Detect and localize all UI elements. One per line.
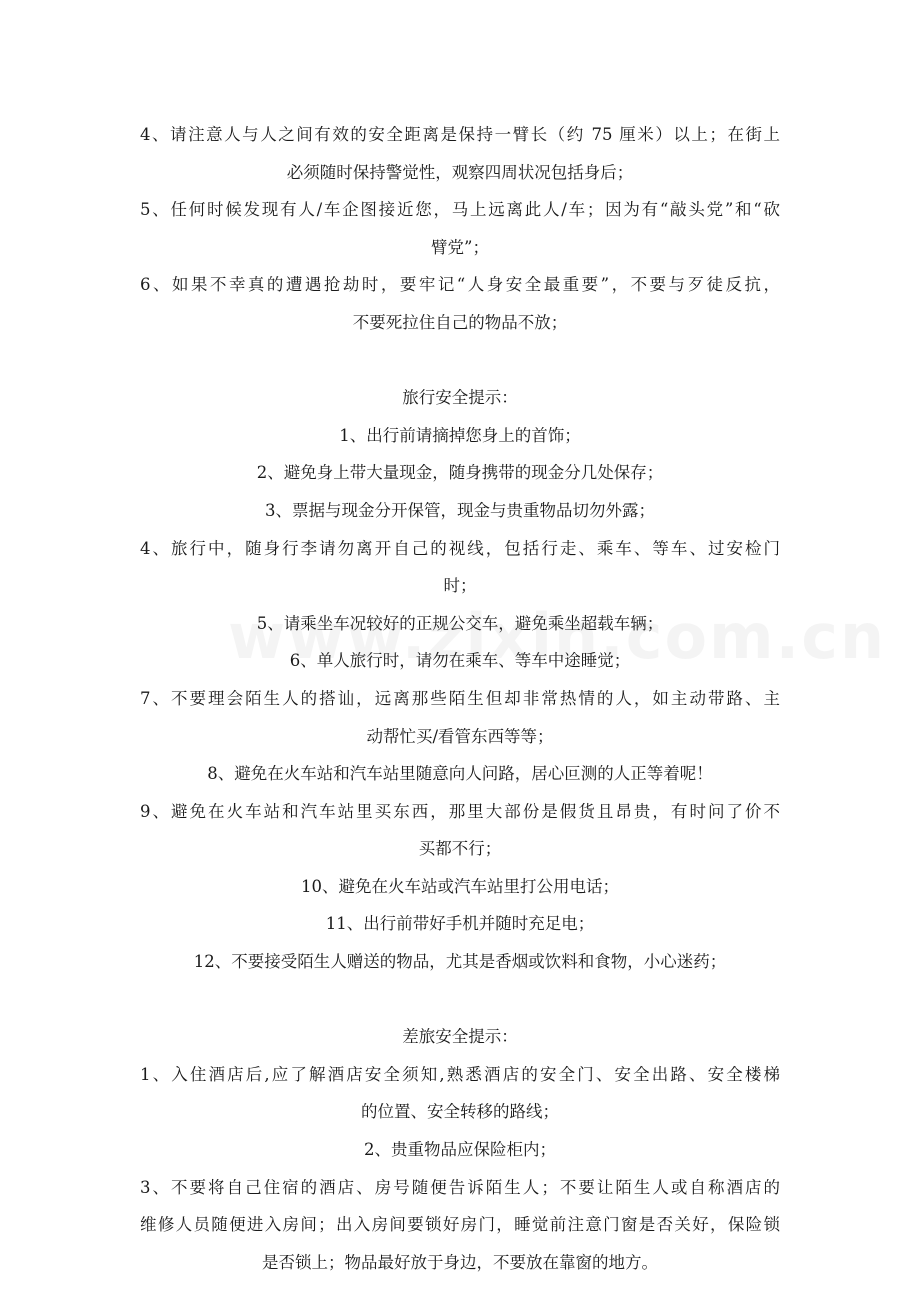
travel-item-4 [140, 530, 780, 605]
travel-item-12: 12、不要接受陌生人赠送的物品，尤其是香烟或饮料和食物，小心迷药； [193, 952, 727, 972]
text-line: 1、入住酒店后,应了解酒店安全须知,熟悉酒店的安全门、安全出路、安全楼梯 [140, 1064, 780, 1084]
text-line: 时； [443, 576, 477, 596]
travel-item-1: 1、出行前请摘掉您身上的首饰； [339, 425, 581, 445]
business-item-2: 2、贵重物品应保险柜内； [364, 1140, 556, 1160]
text-line: 臂党”； [431, 237, 489, 257]
text-line: 6、如果不幸真的遭遇抢劫时，要牢记“人身安全最重要”，不要与歹徒反抗， [140, 275, 780, 295]
travel-item-2: 2、避免身上带大量现金，随身携带的现金分几处保存； [256, 463, 664, 483]
document-body [140, 116, 780, 1281]
safety-item-6 [140, 266, 780, 341]
text-line: 4、请注意人与人之间有效的安全距离是保持一臂长（约 75 厘米）以上；在街上 [140, 125, 780, 144]
travel-item-11: 11、出行前带好手机并随时充足电； [325, 914, 595, 934]
travel-item-6: 6、单人旅行时，请勿在乘车、等车中途睡觉； [289, 651, 631, 671]
text-line: 不要死拉住自己的物品不放； [352, 312, 568, 332]
safety-item-5 [140, 191, 780, 266]
section-spacer [140, 342, 780, 380]
travel-item-8: 8、避免在火车站和汽车站里随意向人问路，居心叵测的人正等着呢！ [207, 764, 713, 784]
section-spacer [140, 981, 780, 1019]
safety-item-4 [140, 116, 780, 191]
travel-item-3: 3、票据与现金分开保管，现金与贵重物品切勿外露； [265, 500, 655, 520]
business-item-1 [140, 1056, 780, 1131]
text-line: 的位置、安全转移的路线； [361, 1102, 559, 1122]
text-line: 是否锁上；物品最好放于身边，不要放在靠窗的地方。 [262, 1252, 658, 1272]
travel-item-9 [140, 793, 780, 868]
text-line: 维修人员随便进入房间；出入房间要锁好房门，睡觉前注意门窗是否关好，保险锁 [140, 1215, 780, 1235]
text-line: 9、避免在火车站和汽车站里买东西，那里大部份是假货且昂贵，有时问了价不 [140, 801, 780, 821]
section-title-travel: 旅行安全提示： [402, 388, 518, 408]
text-line: 动帮忙买/看管东西等等； [366, 726, 554, 746]
text-line: 3、不要将自己住宿的酒店、房号随便告诉陌生人；不要让陌生人或自称酒店的 [140, 1177, 780, 1197]
business-item-3 [140, 1169, 780, 1282]
text-line: 买都不行； [418, 839, 502, 859]
text-line: 5、任何时候发现有人/车企图接近您，马上远离此人/车；因为有“敲头党”和“砍 [140, 200, 781, 220]
travel-item-7 [140, 680, 780, 755]
travel-item-10: 10、避免在火车站或汽车站里打公用电话； [301, 876, 619, 896]
text-line: 7、不要理会陌生人的搭讪，远离那些陌生但却非常热情的人，如主动带路、主 [140, 688, 780, 708]
text-line: 必须随时保持警觉性，观察四周状况包括身后； [286, 162, 634, 182]
section-title-business: 差旅安全提示： [402, 1027, 518, 1047]
text-line: 4、旅行中，随身行李请勿离开自己的视线，包括行走、乘车、等车、过安检门 [140, 538, 780, 558]
travel-item-5: 5、请乘坐车况较好的正规公交车，避免乘坐超载车辆； [256, 613, 664, 633]
